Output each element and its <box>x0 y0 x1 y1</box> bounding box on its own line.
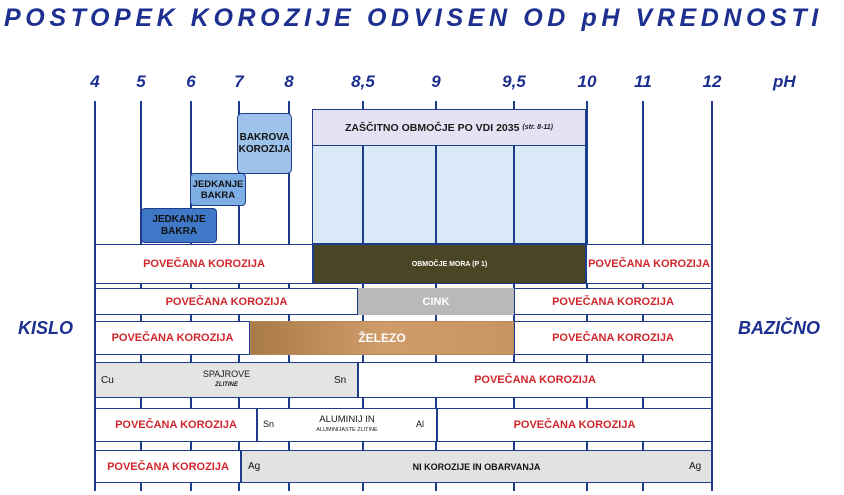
copper-etching-label-lower: JEDKANJE BAKRA <box>152 213 206 237</box>
row1-left-corrosion: POVEČANA KOROZIJA <box>95 244 313 284</box>
copper-etching-label-upper: JEDKANJE BAKRA <box>192 178 244 201</box>
ph-tick-5: 5 <box>136 72 146 91</box>
ph-tick-7: 7 <box>234 72 244 91</box>
copper-corrosion-box <box>237 113 292 174</box>
row5-element-sn: Sn <box>263 419 275 429</box>
ph-tick-8: 8 <box>284 72 294 91</box>
row5-right-corrosion: POVEČANA KOROZIJA <box>437 408 712 442</box>
row6-no-corrosion: NI KOROZIJE IN OBARVANJA <box>241 450 712 483</box>
row2-zinc: CINK <box>358 288 514 315</box>
row5-aluminium-sub: ALUMINIJASTE ZLITINE <box>316 427 378 433</box>
ph-tick-11: 11 <box>634 72 652 91</box>
row2-left-corrosion: POVEČANA KOROZIJA <box>95 288 358 315</box>
row5-aluminium <box>257 408 437 442</box>
protection-label: ZAŠČITNO OBMOČJE PO VDI 2035 <box>345 121 520 134</box>
row6-element-ag-right: Ag <box>689 461 702 472</box>
row4-element-sn: Sn <box>334 375 347 386</box>
row4-solder-name: SPAJROVE <box>202 369 251 379</box>
acidic-label: KISLO <box>18 318 74 338</box>
ph-tick-9: 9 <box>431 72 441 91</box>
row4-solder-sub: ZLITINE <box>215 382 238 388</box>
copper-etching-box-upper <box>190 173 246 206</box>
row3-iron: ŽELEZO <box>250 321 514 355</box>
row6-left-corrosion: POVEČANA KOROZIJA <box>95 450 241 483</box>
row3-right-corrosion: POVEČANA KOROZIJA <box>514 321 712 355</box>
ph-tick-8-5: 8,5 <box>351 72 375 91</box>
ph-unit-label: pH <box>773 72 796 91</box>
ph-tick-4: 4 <box>90 72 100 91</box>
protection-area-header <box>312 109 586 146</box>
row3-left-corrosion: POVEČANA KOROZIJA <box>95 321 250 355</box>
row4-element-cu: Cu <box>101 375 114 386</box>
protection-note: (str. 8-11) <box>522 124 553 131</box>
row2-right-corrosion: POVEČANA KOROZIJA <box>514 288 712 315</box>
row1-sea-area: OBMOČJE MORA (P 1) <box>313 244 586 284</box>
row5-aluminium-name: ALUMINIJ IN <box>319 414 375 425</box>
copper-corrosion-label: BAKROVA KOROZIJA <box>238 131 291 155</box>
protection-area-outline <box>312 146 586 244</box>
row5-element-al: Al <box>416 419 425 429</box>
row5-left-corrosion: POVEČANA KOROZIJA <box>95 408 257 442</box>
ph-tick-6: 6 <box>186 72 196 91</box>
row4-solder-alloys <box>95 362 358 398</box>
copper-etching-box-lower <box>141 208 217 243</box>
page-title: POSTOPEK KOROZIJE ODVISEN OD pH VREDNOSTI <box>4 4 823 32</box>
row6-element-ag-left: Ag <box>248 461 261 472</box>
ph-tick-12: 12 <box>702 72 722 91</box>
row4-right-corrosion: POVEČANA KOROZIJA <box>358 362 712 398</box>
ph-tick-9-5: 9,5 <box>502 72 526 91</box>
basic-label: BAZIČNO <box>738 318 820 338</box>
row1-right-corrosion: POVEČANA KOROZIJA <box>586 244 712 284</box>
ph-tick-10: 10 <box>577 72 597 91</box>
